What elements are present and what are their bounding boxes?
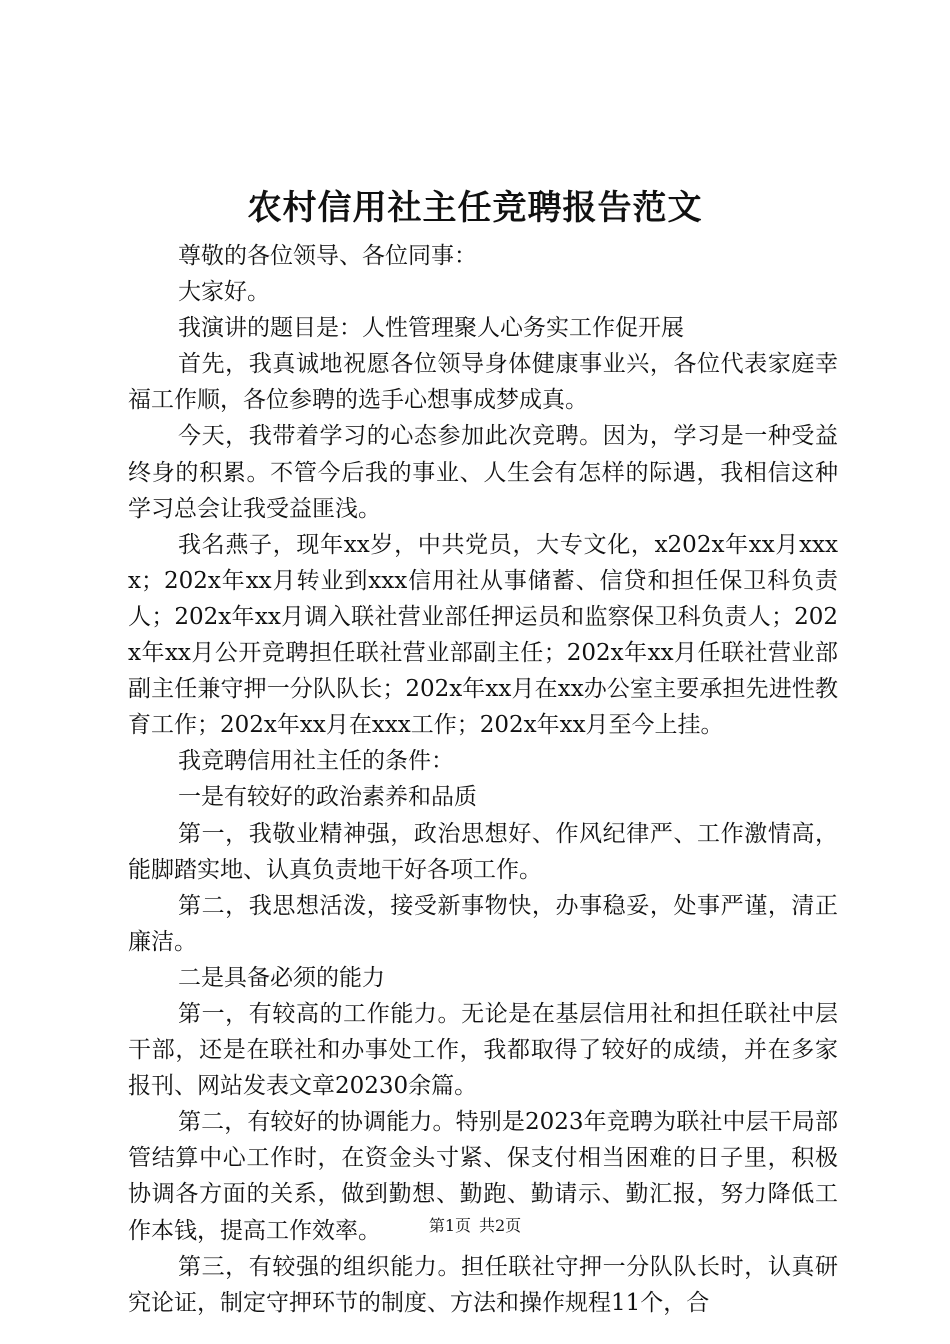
paragraph-resume: 我名燕子，现年xx岁，中共党员，大专文化，x202x年xx月xxxx；202x年xx月转业到xxx信用社从事储蓄、信贷和担任保卫科负责人；202x年xx月调入联社营业部任押运员和监察保卫科负责人；202x年xx月公开竞聘担任联社营业部副主任；202x年xx月任联社营业部副主任兼守押一分队队长；202x年xx月在xx办公室主要承担先进性教育工作；202x年xx月在xxx工作；202x年xx月至今上挂。 [128, 531, 838, 739]
paragraph-wishes: 首先，我真诚地祝愿各位领导身体健康事业兴，各位代表家庭幸福工作顺，各位参聘的选手心想事成梦成真。 [128, 351, 838, 414]
paragraph-heading-ability: 二是具备必须的能力 [178, 964, 385, 991]
page-total: 共2页 [479, 1216, 522, 1235]
paragraph-heading-political: 一是有较好的政治素养和品质 [178, 784, 477, 811]
page-number: 第1页 [428, 1216, 471, 1235]
paragraph-conditions: 我竞聘信用社主任的条件： [178, 748, 454, 775]
document-body [128, 238, 838, 1321]
page-footer [0, 1214, 950, 1238]
paragraph-topic: 我演讲的题目是：人性管理聚人心务实工作促开展 [178, 315, 684, 342]
paragraph-salutation: 尊敬的各位领导、各位同事： [178, 243, 477, 269]
paragraph-ability-first: 第一，有较高的工作能力。无论是在基层信用社和担任联社中层干部，还是在联社和办事处工作，我都取得了较好的成绩，并在多家报刊、网站发表文章20230余篇。 [128, 1000, 838, 1100]
paragraph-political-second: 第二，我思想活泼，接受新事物快，办事稳妥，处事严谨，清正廉洁。 [128, 892, 838, 955]
paragraph-ability-third: 第三，有较强的组织能力。担任联社守押一分队队长时，认真研究论证，制定守押环节的制度、方法和操作规程11个，合 [128, 1253, 838, 1316]
document-title: 农村信用社主任竞聘报告范文 [247, 188, 703, 228]
paragraph-greeting: 大家好。 [178, 279, 270, 306]
paragraph-political-first: 第一，我敬业精神强，政治思想好、作风纪律严、工作激情高，能脚踏实地、认真负责地干好各项工作。 [128, 820, 838, 883]
paragraph-learning: 今天，我带着学习的心态参加此次竞聘。因为，学习是一种受益终身的积累。不管今后我的事业、人生会有怎样的际遇，我相信这种学习总会让我受益匪浅。 [128, 423, 838, 522]
paragraph-ability-second: 第二，有较好的协调能力。特别是2023年竞聘为联社中层干局部管结算中心工作时，在资金头寸紧、保支付相当困难的日子里，积极协调各方面的关系，做到勤想、勤跑、勤请示、勤汇报，努力降低工作本钱，提高工作效率。 [128, 1109, 838, 1244]
